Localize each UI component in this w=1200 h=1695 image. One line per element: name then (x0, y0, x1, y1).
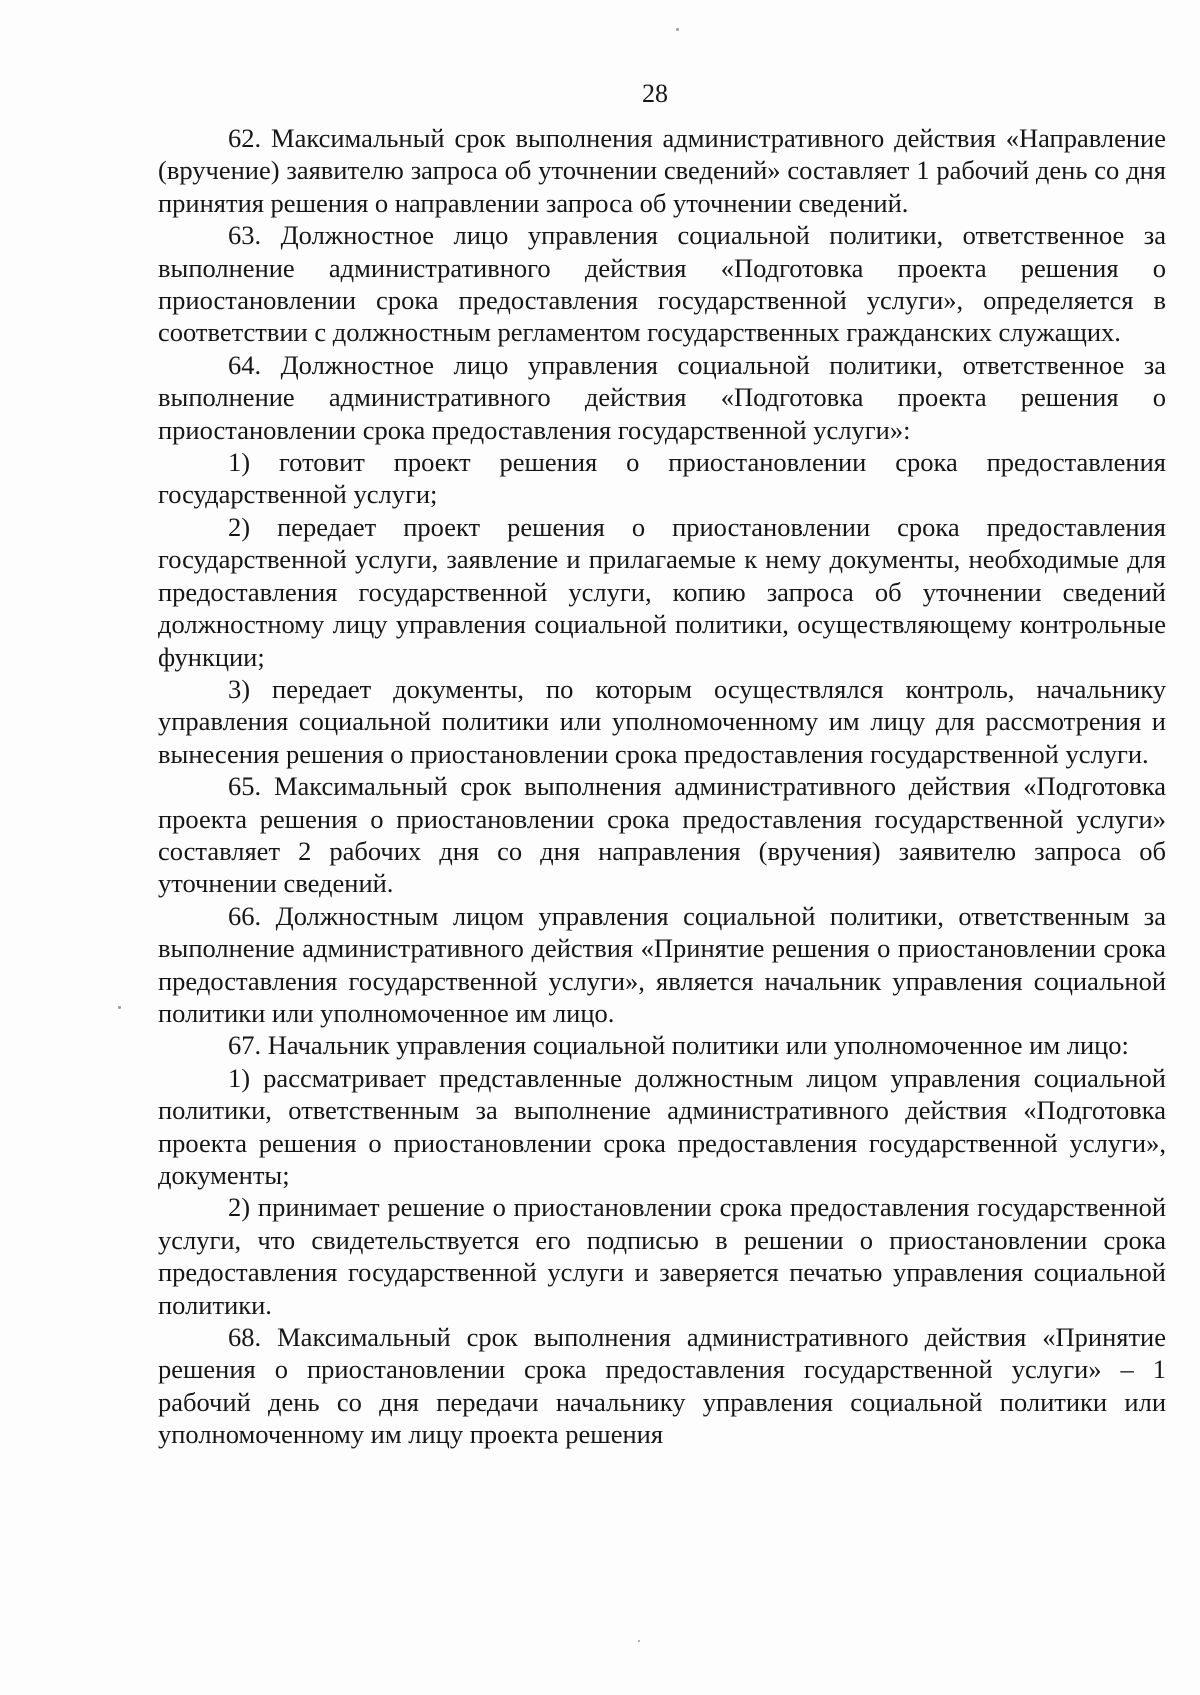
paragraph-64-item-2: 2) передает проект решения о приостановлении срока предоставления государственной услуги, заявление и прилагаемые к нему документы, необходимые для предоставления государственной услуги, копию запроса об уточнении сведений должностному лицу управления социальной политики, осуществляющему контрольные функции; (158, 511, 1166, 672)
paragraph-65: 65. Максимальный срок выполнения административного действия «Подготовка проекта решения о приостановлении срока предоставления государственной услуги» составляет 2 рабочих дня со дня направления (вручения) заявителю запроса об уточнении сведений. (158, 771, 1166, 899)
paragraph-67-item-2: 2) принимает решение о приостановлении срока предоставления государственной услуги, что свидетельствуется его подписью в решении о приостановлении срока предоставления государственной услуги и заверяется печатью управления социальной политики. (158, 1192, 1166, 1320)
paragraph-67-item-1: 1) рассматривает представленные должностным лицом управления социальной политики, ответственным за выполнение административного действия «Подготовка проекта решения о приостановлении срока предоставления государственной услуги», документы; (158, 1062, 1166, 1190)
paragraph-64: 64. Должностное лицо управления социальной политики, ответственное за выполнение административного действия «Подготовка проекта решения о приостановлении срока предоставления государственной услуги»: (158, 349, 1166, 445)
paragraph-66: 66. Должностным лицом управления социальной политики, ответственным за выполнение административного действия «Принятие решения о приостановлении срока предоставления государственной услуги», является начальник управления социальной политики или уполномоченное им лицо. (158, 900, 1166, 1028)
scan-speck (118, 1006, 121, 1009)
paragraph-68: 68. Максимальный срок выполнения административного действия «Принятие решения о приостановлении срока предоставления государственной услуги» – 1 рабочий день со дня передачи начальнику управления социальной политики или уполномоченному им лицу проекта решения (158, 1322, 1166, 1450)
scan-speck (676, 28, 679, 31)
paragraph-64-item-3: 3) передает документы, по которым осуществлялся контроль, начальнику управления социальной политики или уполномоченному им лицу для рассмотрения и вынесения решения о приостановлении срока предоставления государственной услуги. (158, 673, 1166, 769)
document-body (158, 122, 1166, 1451)
paragraph-67: 67. Начальник управления социальной политики или уполномоченное им лицо: (228, 1030, 1129, 1061)
paragraph-64-item-1: 1) готовит проект решения о приостановлении срока предоставления государственной услуги; (158, 447, 1166, 510)
paragraph-63: 63. Должностное лицо управления социальной политики, ответственное за выполнение административного действия «Подготовка проекта решения о приостановлении срока предоставления государственной услуги», определяется в соответствии с должностным регламентом государственных гражданских служащих. (158, 220, 1166, 348)
scan-speck (638, 1640, 640, 1642)
page-number: 28 (642, 79, 668, 108)
paragraph-62: 62. Максимальный срок выполнения административного действия «Направление (вручение) заявителю запроса об уточнении сведений» составляет 1 рабочий день со дня принятия решения о направлении запроса об уточнении сведений. (158, 123, 1166, 218)
